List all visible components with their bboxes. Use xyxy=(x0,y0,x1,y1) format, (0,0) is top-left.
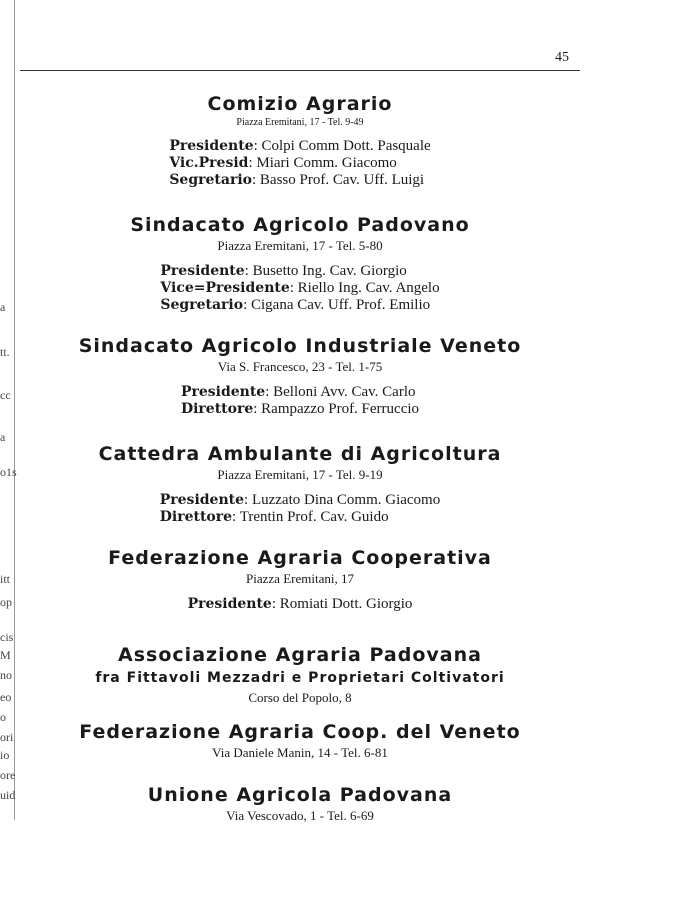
officer-name: Romiati Dott. Giorgio xyxy=(279,596,413,612)
officer-list xyxy=(160,263,439,314)
officer-row: Segretario: Basso Prof. Cav. Uff. Luigi xyxy=(169,172,425,188)
margin-fragment: ori xyxy=(0,730,14,744)
margin-fragment: a xyxy=(0,430,6,444)
margin-fragment: o xyxy=(0,710,6,724)
section-address: Piazza Eremitani, 17 - Tel. 9-19 xyxy=(217,467,383,482)
officer-row: Presidente: Luzzato Dina Comm. Giacomo xyxy=(159,492,441,508)
section-subtitle: fra Fittavoli Mezzadri e Proprietari Coltivatori xyxy=(95,670,505,686)
officer-role: Presidente xyxy=(159,492,245,508)
officer-row: Presidente: Belloni Avv. Cav. Carlo xyxy=(180,384,416,400)
margin-fragment: cis xyxy=(0,630,14,644)
margin-fragment: no xyxy=(0,668,12,682)
officer-role: Direttore xyxy=(159,509,233,525)
margin-fragment: tt. xyxy=(0,345,10,359)
officer-row: Vic.Presid: Miari Comm. Giacomo xyxy=(169,155,397,171)
section-title: Comizio Agrario xyxy=(207,93,393,115)
officer-role: Vice=Presidente xyxy=(160,280,290,296)
officer-name: Rampazzo Prof. Ferruccio xyxy=(261,401,420,417)
section-unione-agricola-padovana xyxy=(20,783,580,825)
officer-role: Vic.Presid xyxy=(169,155,249,171)
margin-fragment: ore xyxy=(0,768,16,782)
section-comizio-agrario xyxy=(20,92,580,189)
officer-role: Presidente xyxy=(160,263,245,279)
section-title: Cattedra Ambulante di Agricoltura xyxy=(98,443,502,465)
page-number: 45 xyxy=(555,50,569,65)
officer-role: Segretario xyxy=(169,172,252,188)
officer-list xyxy=(169,138,430,189)
officer-name: Cigana Cav. Uff. Prof. Emilio xyxy=(250,297,431,313)
officer-row: Presidente: Colpi Comm Dott. Pasquale xyxy=(169,138,431,154)
officer-row: Vice=Presidente: Riello Ing. Cav. Angelo xyxy=(160,280,440,296)
margin-fragment: io xyxy=(0,748,10,762)
officer-role: Presidente xyxy=(180,384,266,400)
section-title: Sindacato Agricolo Industriale Veneto xyxy=(78,335,522,357)
section-address: Piazza Eremitani, 17 - Tel. 5-80 xyxy=(217,238,383,253)
officer-row: Direttore: Rampazzo Prof. Ferruccio xyxy=(180,401,420,417)
section-title: Unione Agricola Padovana xyxy=(147,784,453,806)
section-address: Via Daniele Manin, 14 - Tel. 6-81 xyxy=(212,745,388,760)
margin-fragment: itt xyxy=(0,572,11,586)
officer-row: Presidente: Busetto Ing. Cav. Giorgio xyxy=(160,263,407,279)
officer-name: Miari Comm. Giacomo xyxy=(256,155,397,171)
margin-fragment: cc xyxy=(0,388,11,402)
officer-role: Presidente xyxy=(187,596,272,612)
section-federazione-agraria-coop-veneto xyxy=(20,720,580,762)
section-sindacato-agricolo-industriale-veneto xyxy=(20,334,580,418)
section-federazione-agraria-cooperativa xyxy=(20,546,580,613)
section-address: Via S. Francesco, 23 - Tel. 1-75 xyxy=(217,359,383,374)
officer-row: Direttore: Trentin Prof. Cav. Guido xyxy=(159,509,389,525)
officer-row: Presidente: Romiati Dott. Giorgio xyxy=(187,596,413,612)
officer-name: Colpi Comm Dott. Pasquale xyxy=(261,138,431,154)
officer-row: Segretario: Cigana Cav. Uff. Prof. Emilio xyxy=(160,297,431,313)
section-associazione-agraria-padovana xyxy=(20,643,580,707)
section-title: Sindacato Agricolo Padovano xyxy=(130,214,470,236)
section-title: Federazione Agraria Cooperativa xyxy=(108,547,492,569)
section-title: Associazione Agraria Padovana xyxy=(118,644,482,666)
section-cattedra-ambulante xyxy=(20,442,580,526)
section-address: Via Vescovado, 1 - Tel. 6-69 xyxy=(226,808,374,823)
officer-name: Basso Prof. Cav. Uff. Luigi xyxy=(259,172,425,188)
officer-role: Presidente xyxy=(169,138,254,154)
officer-name: Luzzato Dina Comm. Giacomo xyxy=(251,492,441,508)
section-address: Piazza Eremitani, 17 xyxy=(246,571,354,586)
officer-role: Direttore xyxy=(180,401,254,417)
officer-role: Segretario xyxy=(160,297,244,313)
section-title: Federazione Agraria Coop. del Veneto xyxy=(79,721,521,743)
header-rule xyxy=(20,70,580,71)
margin-fragment: a xyxy=(0,300,6,314)
section-address: Piazza Eremitani, 17 - Tel. 9-49 xyxy=(236,117,364,128)
officer-list xyxy=(188,596,413,613)
officer-name: Trentin Prof. Cav. Guido xyxy=(239,509,389,525)
officer-list xyxy=(160,492,440,526)
section-address: Corso del Popolo, 8 xyxy=(248,690,352,705)
officer-name: Riello Ing. Cav. Angelo xyxy=(297,280,440,296)
margin-fragment: eo xyxy=(0,690,12,704)
margin-fragment: uid xyxy=(0,788,16,802)
gutter-edge-line xyxy=(14,0,15,820)
margin-fragment: op xyxy=(0,595,12,609)
section-sindacato-agricolo-padovano xyxy=(20,213,580,314)
margin-fragment: M xyxy=(0,648,11,662)
margin-fragment: o1s xyxy=(0,465,17,479)
officer-name: Busetto Ing. Cav. Giorgio xyxy=(252,263,407,279)
officer-name: Belloni Avv. Cav. Carlo xyxy=(273,384,416,400)
officer-list xyxy=(181,384,419,418)
